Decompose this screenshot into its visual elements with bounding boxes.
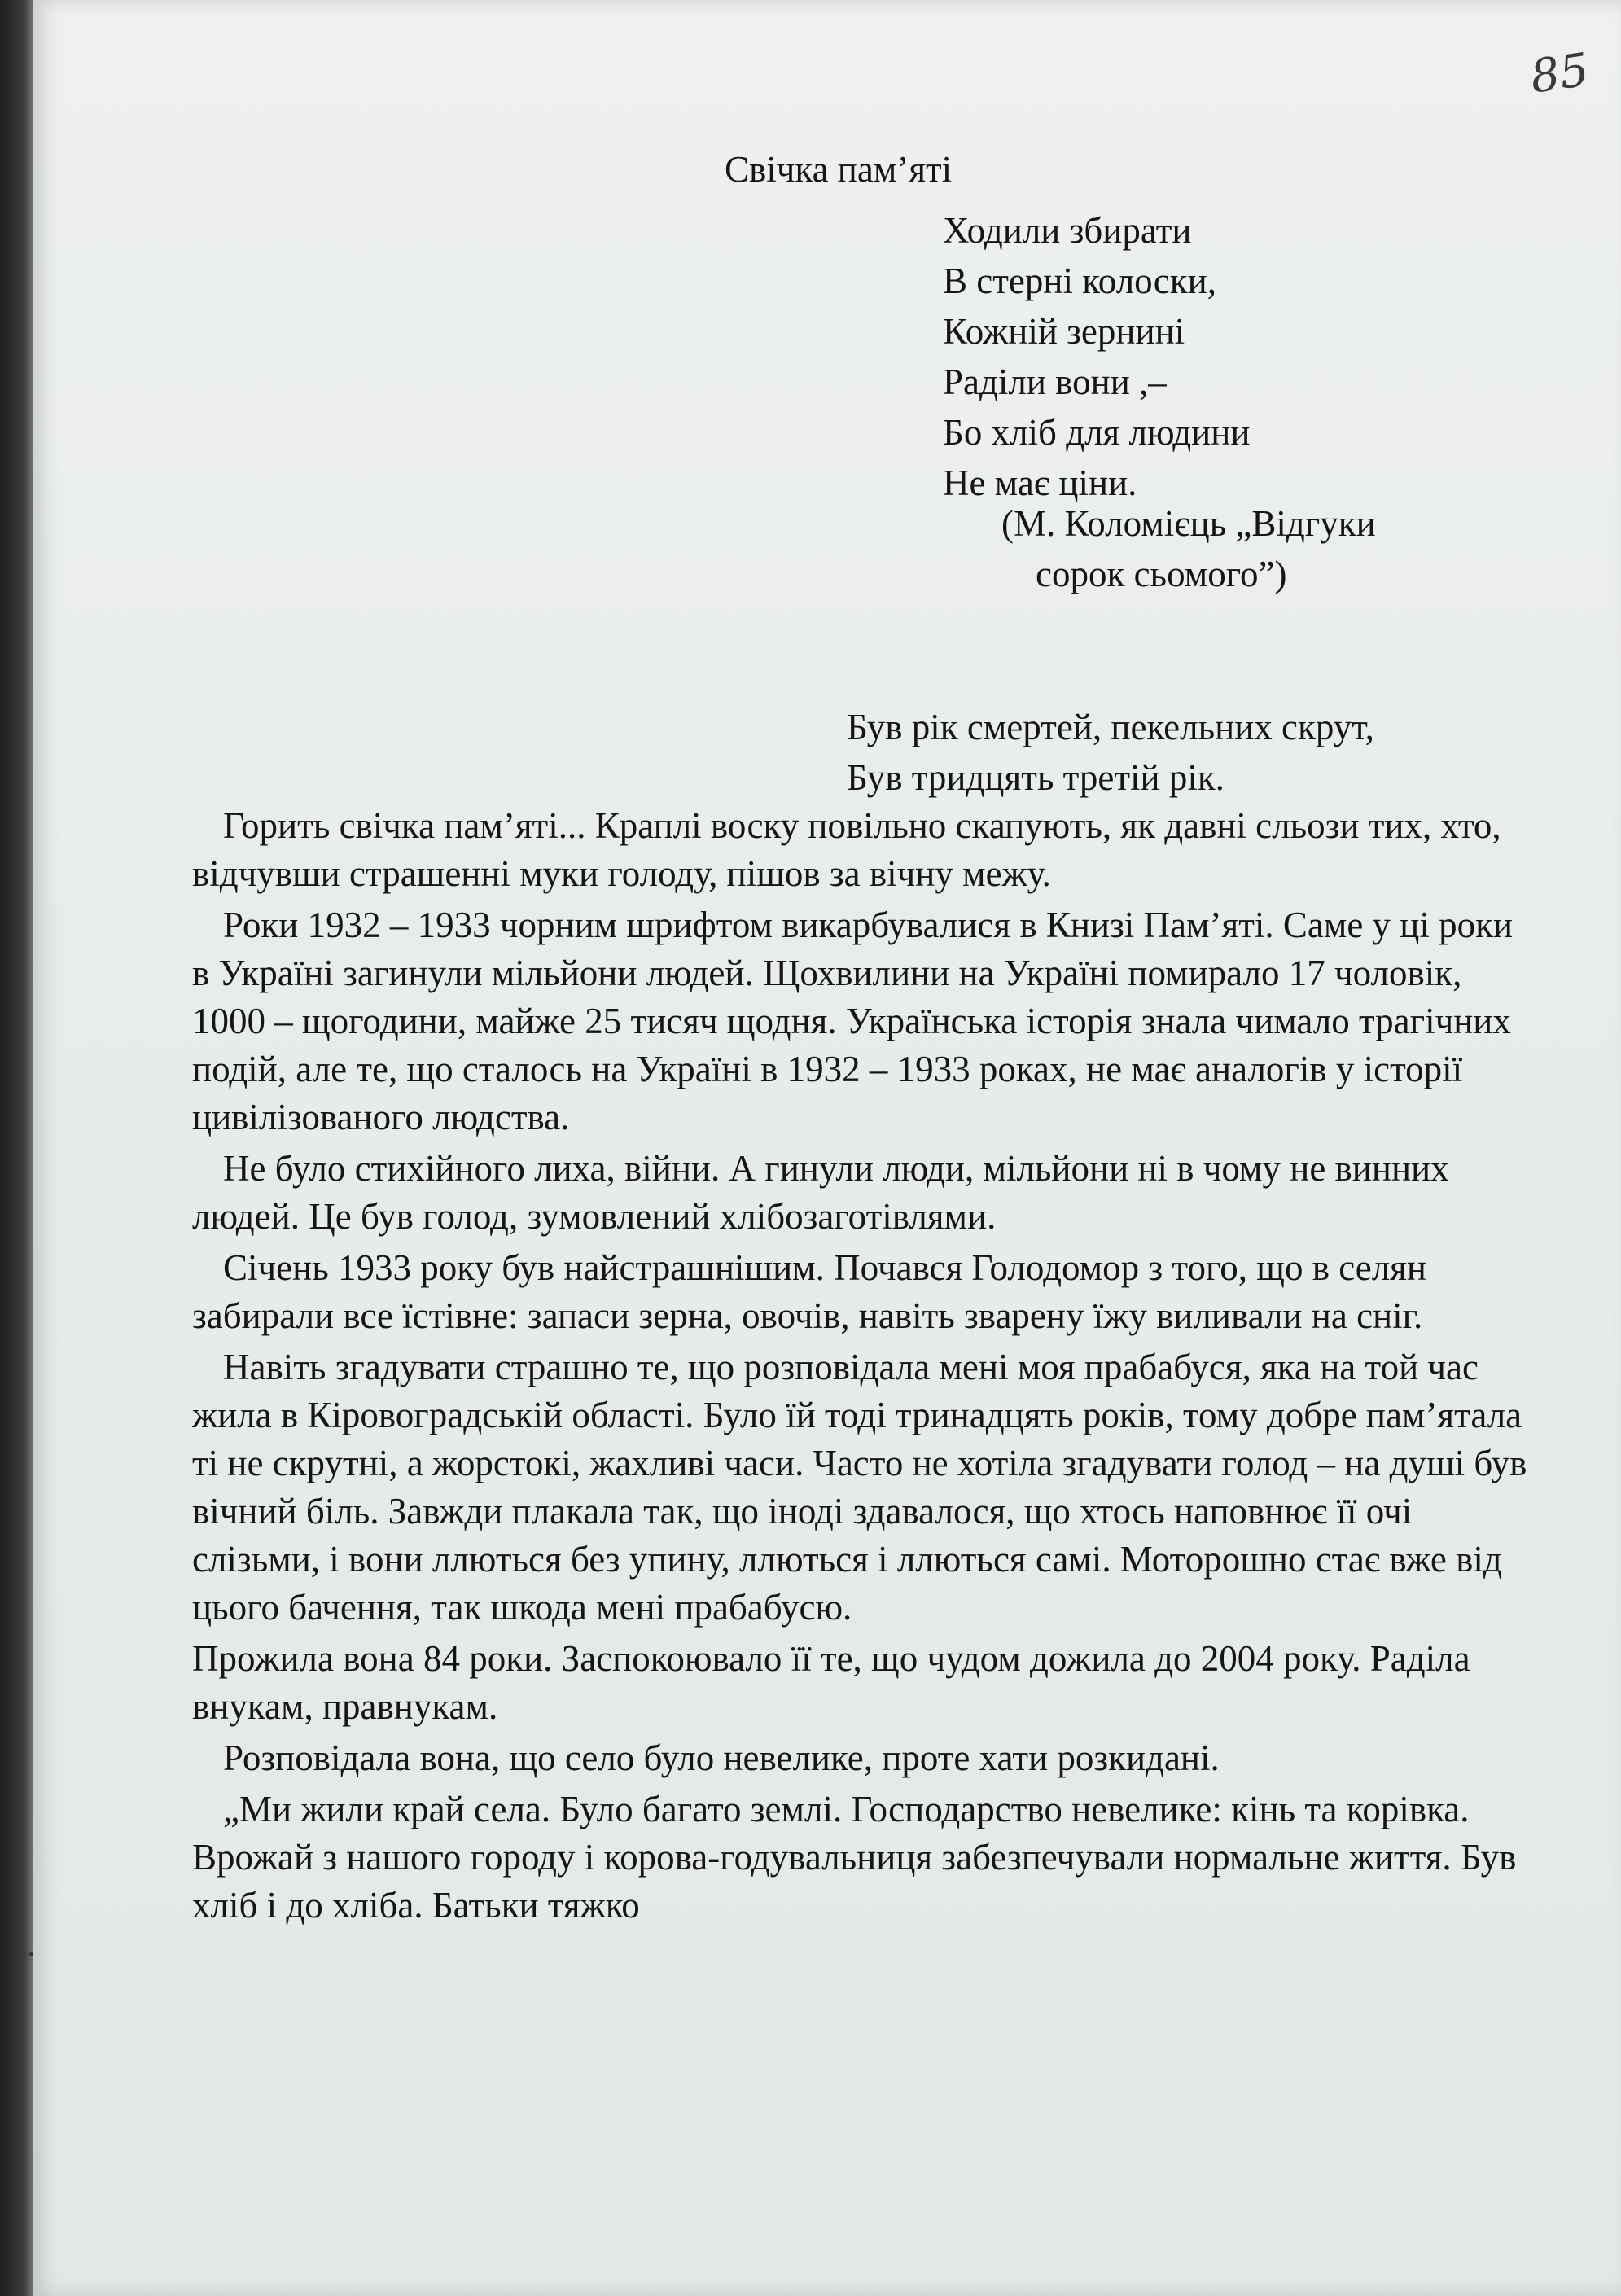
poem-stanza xyxy=(943,205,1250,508)
paragraph: Навіть згадувати страшно те, що розповідала мені моя прабабуся, яка на той час жила в Кіровоградській області. Було їй тоді тринадцять років, тому добре пам’ятала ті не скрутні, а жорстокі, жахливі часи. Часто не хотіла згадувати голод – на душі був вічний біль. Завжди плакала так, що іноді здавалося, що хтось наповнює її очі слізьми, і вони ллються без упину, ллються і ллються самі. Моторошно стає вже від цього бачення, так шкода мені прабабусю. xyxy=(192,1347,1527,1628)
paragraph: Горить свічка пам’яті... Краплі воску повільно скапують, як давні сльози тих, хто, відчувши страшенні муки голоду, пішов за вічну межу. xyxy=(192,805,1501,894)
attribution-line: сорок сьомого”) xyxy=(1036,554,1287,594)
margin-speck xyxy=(29,1952,33,1956)
poem-line: Не має ціни. xyxy=(943,462,1137,503)
epigraph-line: Був рік смертей, пекельних скрут, xyxy=(847,707,1374,747)
poem-line: Бо хліб для людини xyxy=(943,412,1251,453)
poem-line: Раділи вони ,– xyxy=(943,361,1167,402)
paragraph: Роки 1932 – 1933 чорним шрифтом викарбувалися в Книзі Пам’яті. Саме у ці роки в Україні загинули мільйони людей. Щохвилини на Україні помирало 17 чоловік, 1000 – щогодини, майже 25 тисяч щодня. Українська історія знала чимало трагічних подій, але те, що сталось на Україні в 1932 – 1933 роках, не має аналогів у історії цивілізованого людства. xyxy=(192,905,1514,1137)
essay-body xyxy=(192,802,1536,1933)
paragraph: „Ми жили край села. Було багато землі. Господарство невелике: кінь та корівка. Врожай з нашого городу і корова-годувальниця забезпечували нормальне життя. Був хліб і до хліба. Батьки тяжко xyxy=(192,1789,1517,1926)
paragraph: Прожила вона 84 роки. Заспокоювало її те, що чудом дожила до 2004 року. Раділа внукам, правнукам. xyxy=(192,1638,1470,1727)
epigraph-line: Був тридцять третій рік. xyxy=(847,757,1225,798)
epigraph xyxy=(847,702,1374,803)
handwritten-page-number: 85 xyxy=(1527,43,1593,104)
attribution-line: (М. Коломієць „Відгуки xyxy=(1001,503,1376,544)
paragraph: Розповідала вона, що село було невелике, проте хати розкидані. xyxy=(223,1737,1220,1778)
poem-title: Свічка пам’яті xyxy=(725,149,953,190)
poem-line: Ходили збирати xyxy=(943,210,1192,251)
poem-attribution xyxy=(1001,498,1376,599)
poem-line: В стерні колоски, xyxy=(943,261,1216,301)
paragraph: Січень 1933 року був найстрашнішим. Почався Голодомор з того, що в селян забирали все їстівне: запаси зерна, овочів, навіть зварену їжу виливали на сніг. xyxy=(192,1247,1426,1336)
poem-line: Кожній зернині xyxy=(943,311,1185,352)
paragraph: Не було стихійного лиха, війни. А гинули люди, мільйони ні в чому не винних людей. Це був голод, зумовлений хлібозаготівлями. xyxy=(192,1148,1449,1237)
document-page xyxy=(33,0,1621,2296)
